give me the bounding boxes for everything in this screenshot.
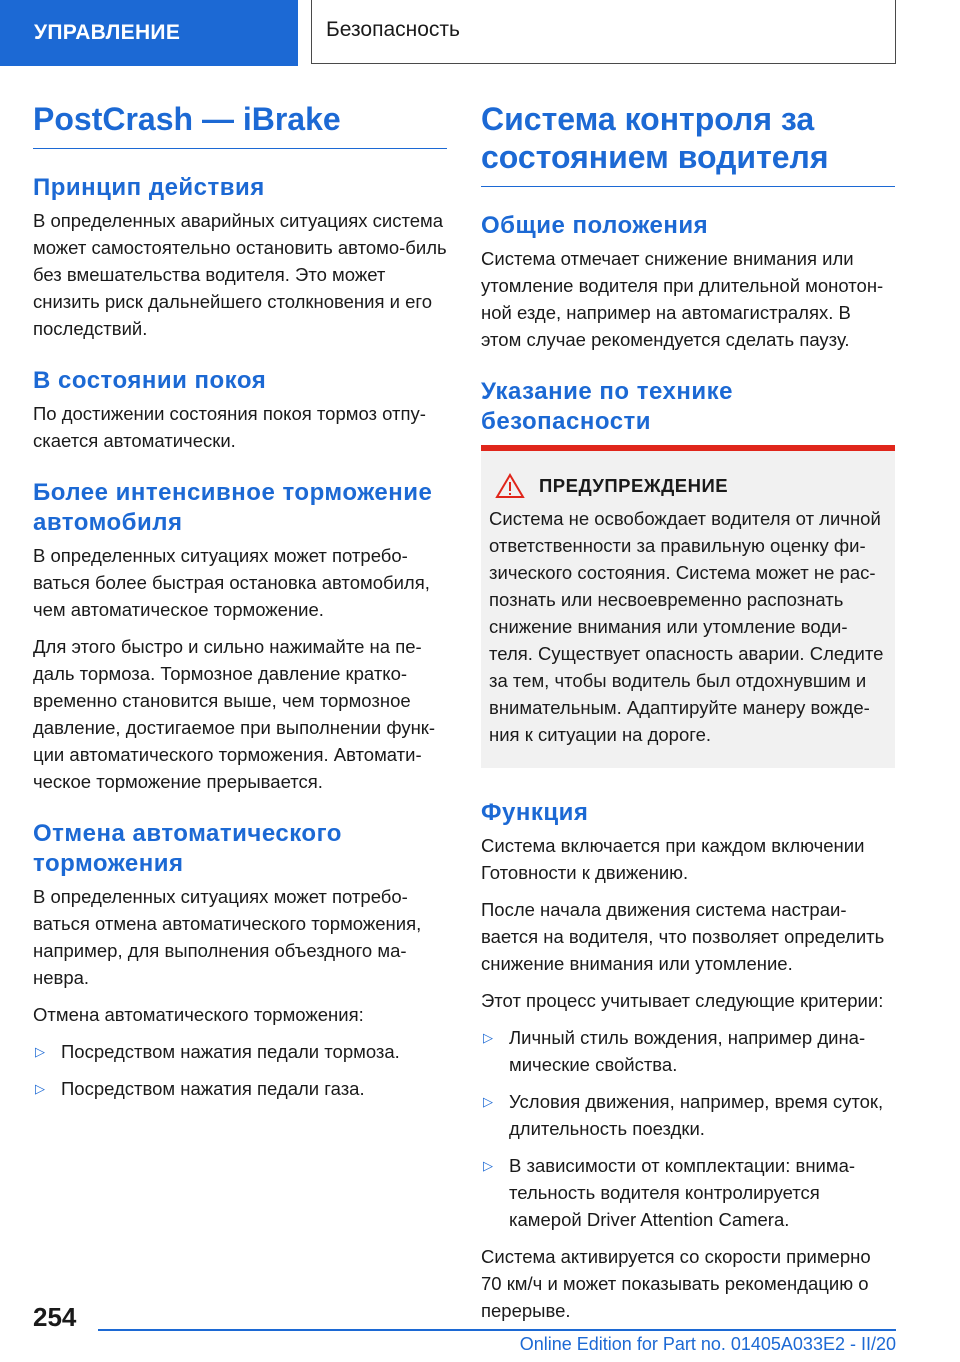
warning-triangle-icon — [495, 473, 525, 499]
page-footer — [0, 1296, 960, 1362]
paragraph-standstill: По достижении состояния покоя тормоз отпу-скается автоматически. — [33, 403, 426, 451]
left-column — [33, 100, 447, 1112]
list-item: ▷ Личный стиль вождения, например дина-мические свойства. — [481, 1024, 895, 1078]
page-number: 254 — [33, 1302, 77, 1332]
paragraph-function-1: Система включается при каждом включении Готовности к движению. — [481, 835, 865, 883]
footer-divider — [98, 1329, 896, 1331]
list-item: ▷ Условия движения, например, время суток, длительность поездки. — [481, 1088, 895, 1142]
warning-text: Система не освобождает водителя от личной ответственности за правильную оценку фи-зического состояния. Система может не рас-познать или несвоевременно распознать снижение внимания или утомление води-теля. Существует опасность аварии. Следите за тем, чтобы водитель был отдохнувшим и внимательным. Адаптируйте манеру вожде-ния к ситуации на дороге. — [489, 508, 884, 745]
paragraph-intense-1: В определенных ситуациях может потребо-ваться более быстрая остановка автомобиля, чем автоматическое торможение. — [33, 545, 430, 620]
list-item: ▷ Посредством нажатия педали тормоза. — [33, 1038, 447, 1065]
section-title-postcrash: PostCrash — iBrake — [33, 100, 447, 149]
triangle-bullet-icon: ▷ — [483, 1094, 493, 1109]
heading-standstill: В состоянии покоя — [33, 367, 267, 394]
paragraph-intense-2: Для этого быстро и сильно нажимайте на пе-даль тормоза. Тормозное давление кратко-временно становится выше, чем тормозное давление, достигаемое при выполнении функ-ции автоматического торможения. Автомати-ческое торможение прерывается. — [33, 636, 436, 792]
list-item: ▷ В зависимости от комплектации: внима-тельность водителя контролируется камерой Driver Attention Camera. — [481, 1152, 895, 1233]
paragraph-cancel-1: В определенных ситуациях может потребо-ваться отмена автоматического торможения, например, для выполнения объездного ма-невра. — [33, 886, 422, 988]
paragraph-principle: В определенных аварийных ситуациях система может самостоятельно остановить автомо-биль без вмешательства водителя. Это может снизить риск дальнейшего столкновения и его последствий. — [33, 210, 447, 339]
right-column — [481, 100, 895, 1334]
heading-cancel-braking: Отмена автоматического торможения — [33, 820, 342, 877]
triangle-bullet-icon: ▷ — [483, 1158, 493, 1173]
section-tab: УПРАВЛЕНИЕ — [0, 0, 298, 66]
section-title-driver-monitoring: Система контроля за состоянием водителя — [481, 100, 895, 187]
edition-text: Online Edition for Part no. 01405A033E2 - II/20 — [519, 1334, 896, 1354]
paragraph-cancel-2: Отмена автоматического торможения: — [33, 1004, 364, 1025]
list-item: ▷ Посредством нажатия педали газа. — [33, 1075, 447, 1102]
paragraph-function-3: Этот процесс учитывает следующие критерии: — [481, 990, 884, 1011]
triangle-bullet-icon: ▷ — [483, 1030, 493, 1045]
subsection-label: Безопасность — [311, 0, 896, 64]
heading-principle: Принцип действия — [33, 174, 265, 201]
triangle-bullet-icon: ▷ — [35, 1044, 45, 1059]
paragraph-function-2: После начала движения система настраи-вается на водителя, что позволяет определить снижение внимания или утомление. — [481, 899, 885, 974]
heading-safety: Указание по технике безопасности — [481, 378, 733, 435]
page-header — [0, 0, 960, 66]
triangle-bullet-icon: ▷ — [35, 1081, 45, 1096]
heading-function: Функция — [481, 799, 589, 826]
warning-box — [481, 445, 895, 768]
paragraph-function-4: Система активируется со скорости примерно 70 км/ч и может показывать рекомендацию о перерыве. — [481, 1246, 871, 1321]
warning-header — [489, 473, 887, 499]
heading-intense-braking: Более интенсивное торможение автомобиля — [33, 479, 433, 536]
heading-general: Общие положения — [481, 212, 709, 239]
warning-label: ПРЕДУПРЕЖДЕНИЕ — [539, 475, 729, 496]
paragraph-general: Система отмечает снижение внимания или утомление водителя при длительной монотон-ной езде, например на автомагистралях. В этом случае рекомендуется сделать паузу. — [481, 248, 884, 350]
